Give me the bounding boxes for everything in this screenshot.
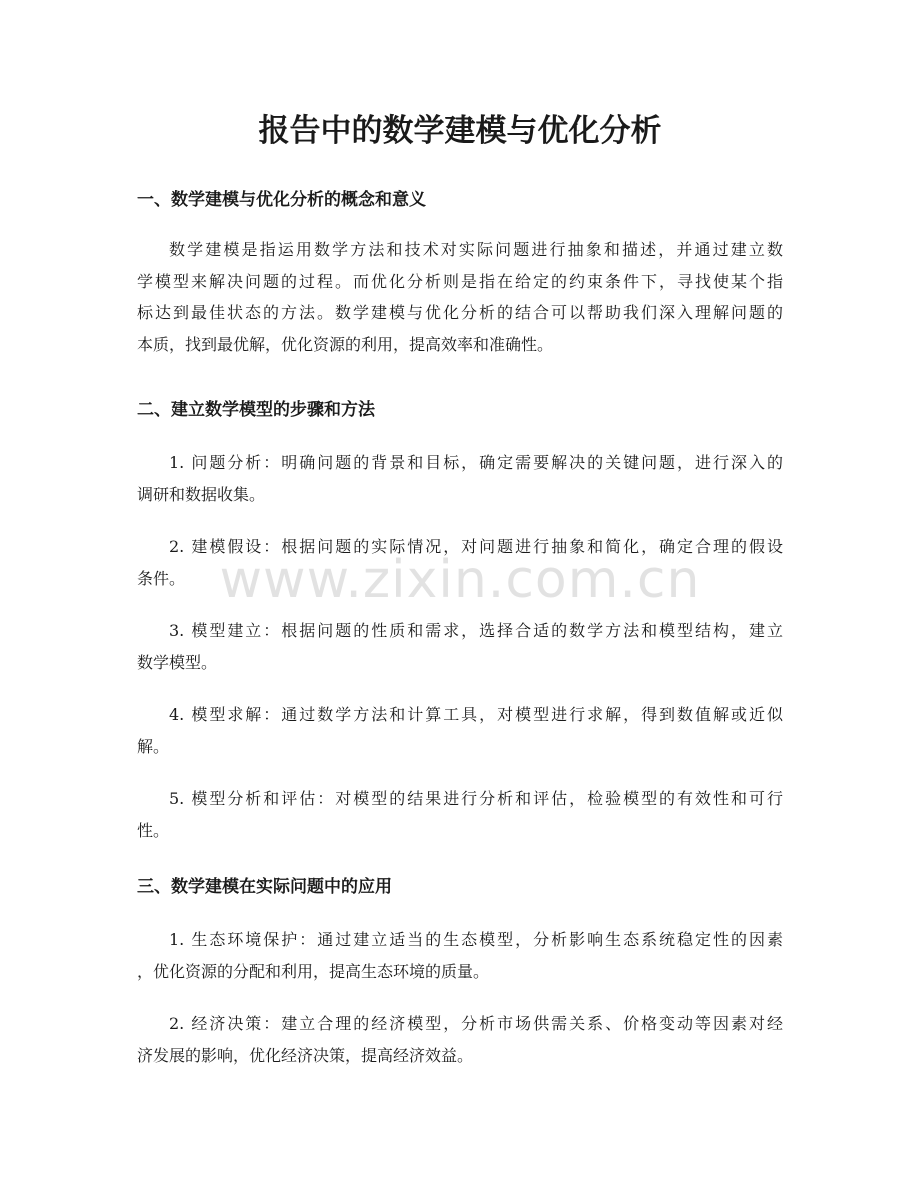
- paragraph-line: 2. 建模假设：根据问题的实际情况，对问题进行抽象和简化，确定合理的假设: [169, 537, 783, 556]
- paragraph-concept: [137, 234, 783, 360]
- document-title: 报告中的数学建模与优化分析: [258, 113, 662, 149]
- paragraph-line: 1. 生态环境保护：通过建立适当的生态模型，分析影响生态系统稳定性的因素: [169, 930, 783, 949]
- watermark: www.zixin.com.cn: [219, 550, 701, 610]
- step-item-3: [137, 615, 783, 678]
- paragraph-line: 1. 问题分析：明确问题的背景和目标，确定需要解决的关键问题，进行深入的: [169, 453, 783, 472]
- paragraph-line: 调研和数据收集。: [137, 484, 266, 504]
- paragraph-line: 2. 经济决策：建立合理的经济模型，分析市场供需关系、价格变动等因素对经: [169, 1014, 783, 1033]
- paragraph-line: 条件。: [137, 568, 186, 588]
- application-item-2: [137, 1008, 783, 1071]
- step-item-4: [137, 699, 783, 762]
- paragraph-line: 4. 模型求解：通过数学方法和计算工具，对模型进行求解，得到数值解或近似: [169, 705, 783, 724]
- paragraph-line: 数学模型。: [137, 652, 218, 672]
- paragraph-line: 本质，找到最优解，优化资源的利用，提高效率和准确性。: [137, 334, 554, 354]
- step-item-5: [137, 783, 783, 846]
- paragraph-line: ，优化资源的分配和利用，提高生态环境的质量。: [137, 961, 490, 981]
- step-item-1: [137, 447, 783, 510]
- section-heading-concept: 一、数学建模与优化分析的概念和意义: [137, 190, 426, 210]
- step-item-2: [137, 531, 783, 594]
- paragraph-line: 解。: [137, 736, 170, 756]
- paragraph-line: 学模型来解决问题的过程。而优化分析则是指在给定的约束条件下，寻找使某个指: [137, 271, 783, 291]
- application-item-1: [137, 924, 783, 987]
- paragraph-line: 性。: [137, 820, 170, 840]
- paragraph-line: 数学建模是指运用数学方法和技术对实际问题进行抽象和描述，并通过建立数: [169, 240, 783, 259]
- paragraph-line: 3. 模型建立：根据问题的性质和需求，选择合适的数学方法和模型结构，建立: [169, 621, 783, 640]
- paragraph-line: 标达到最佳状态的方法。数学建模与优化分析的结合可以帮助我们深入理解问题的: [137, 303, 783, 322]
- paragraph-line: 济发展的影响，优化经济决策，提高经济效益。: [137, 1045, 474, 1065]
- paragraph-line: 5. 模型分析和评估：对模型的结果进行分析和评估，检验模型的有效性和可行: [169, 789, 783, 808]
- section-heading-steps: 二、建立数学模型的步骤和方法: [137, 400, 375, 420]
- section-heading-applications: 三、数学建模在实际问题中的应用: [137, 877, 392, 897]
